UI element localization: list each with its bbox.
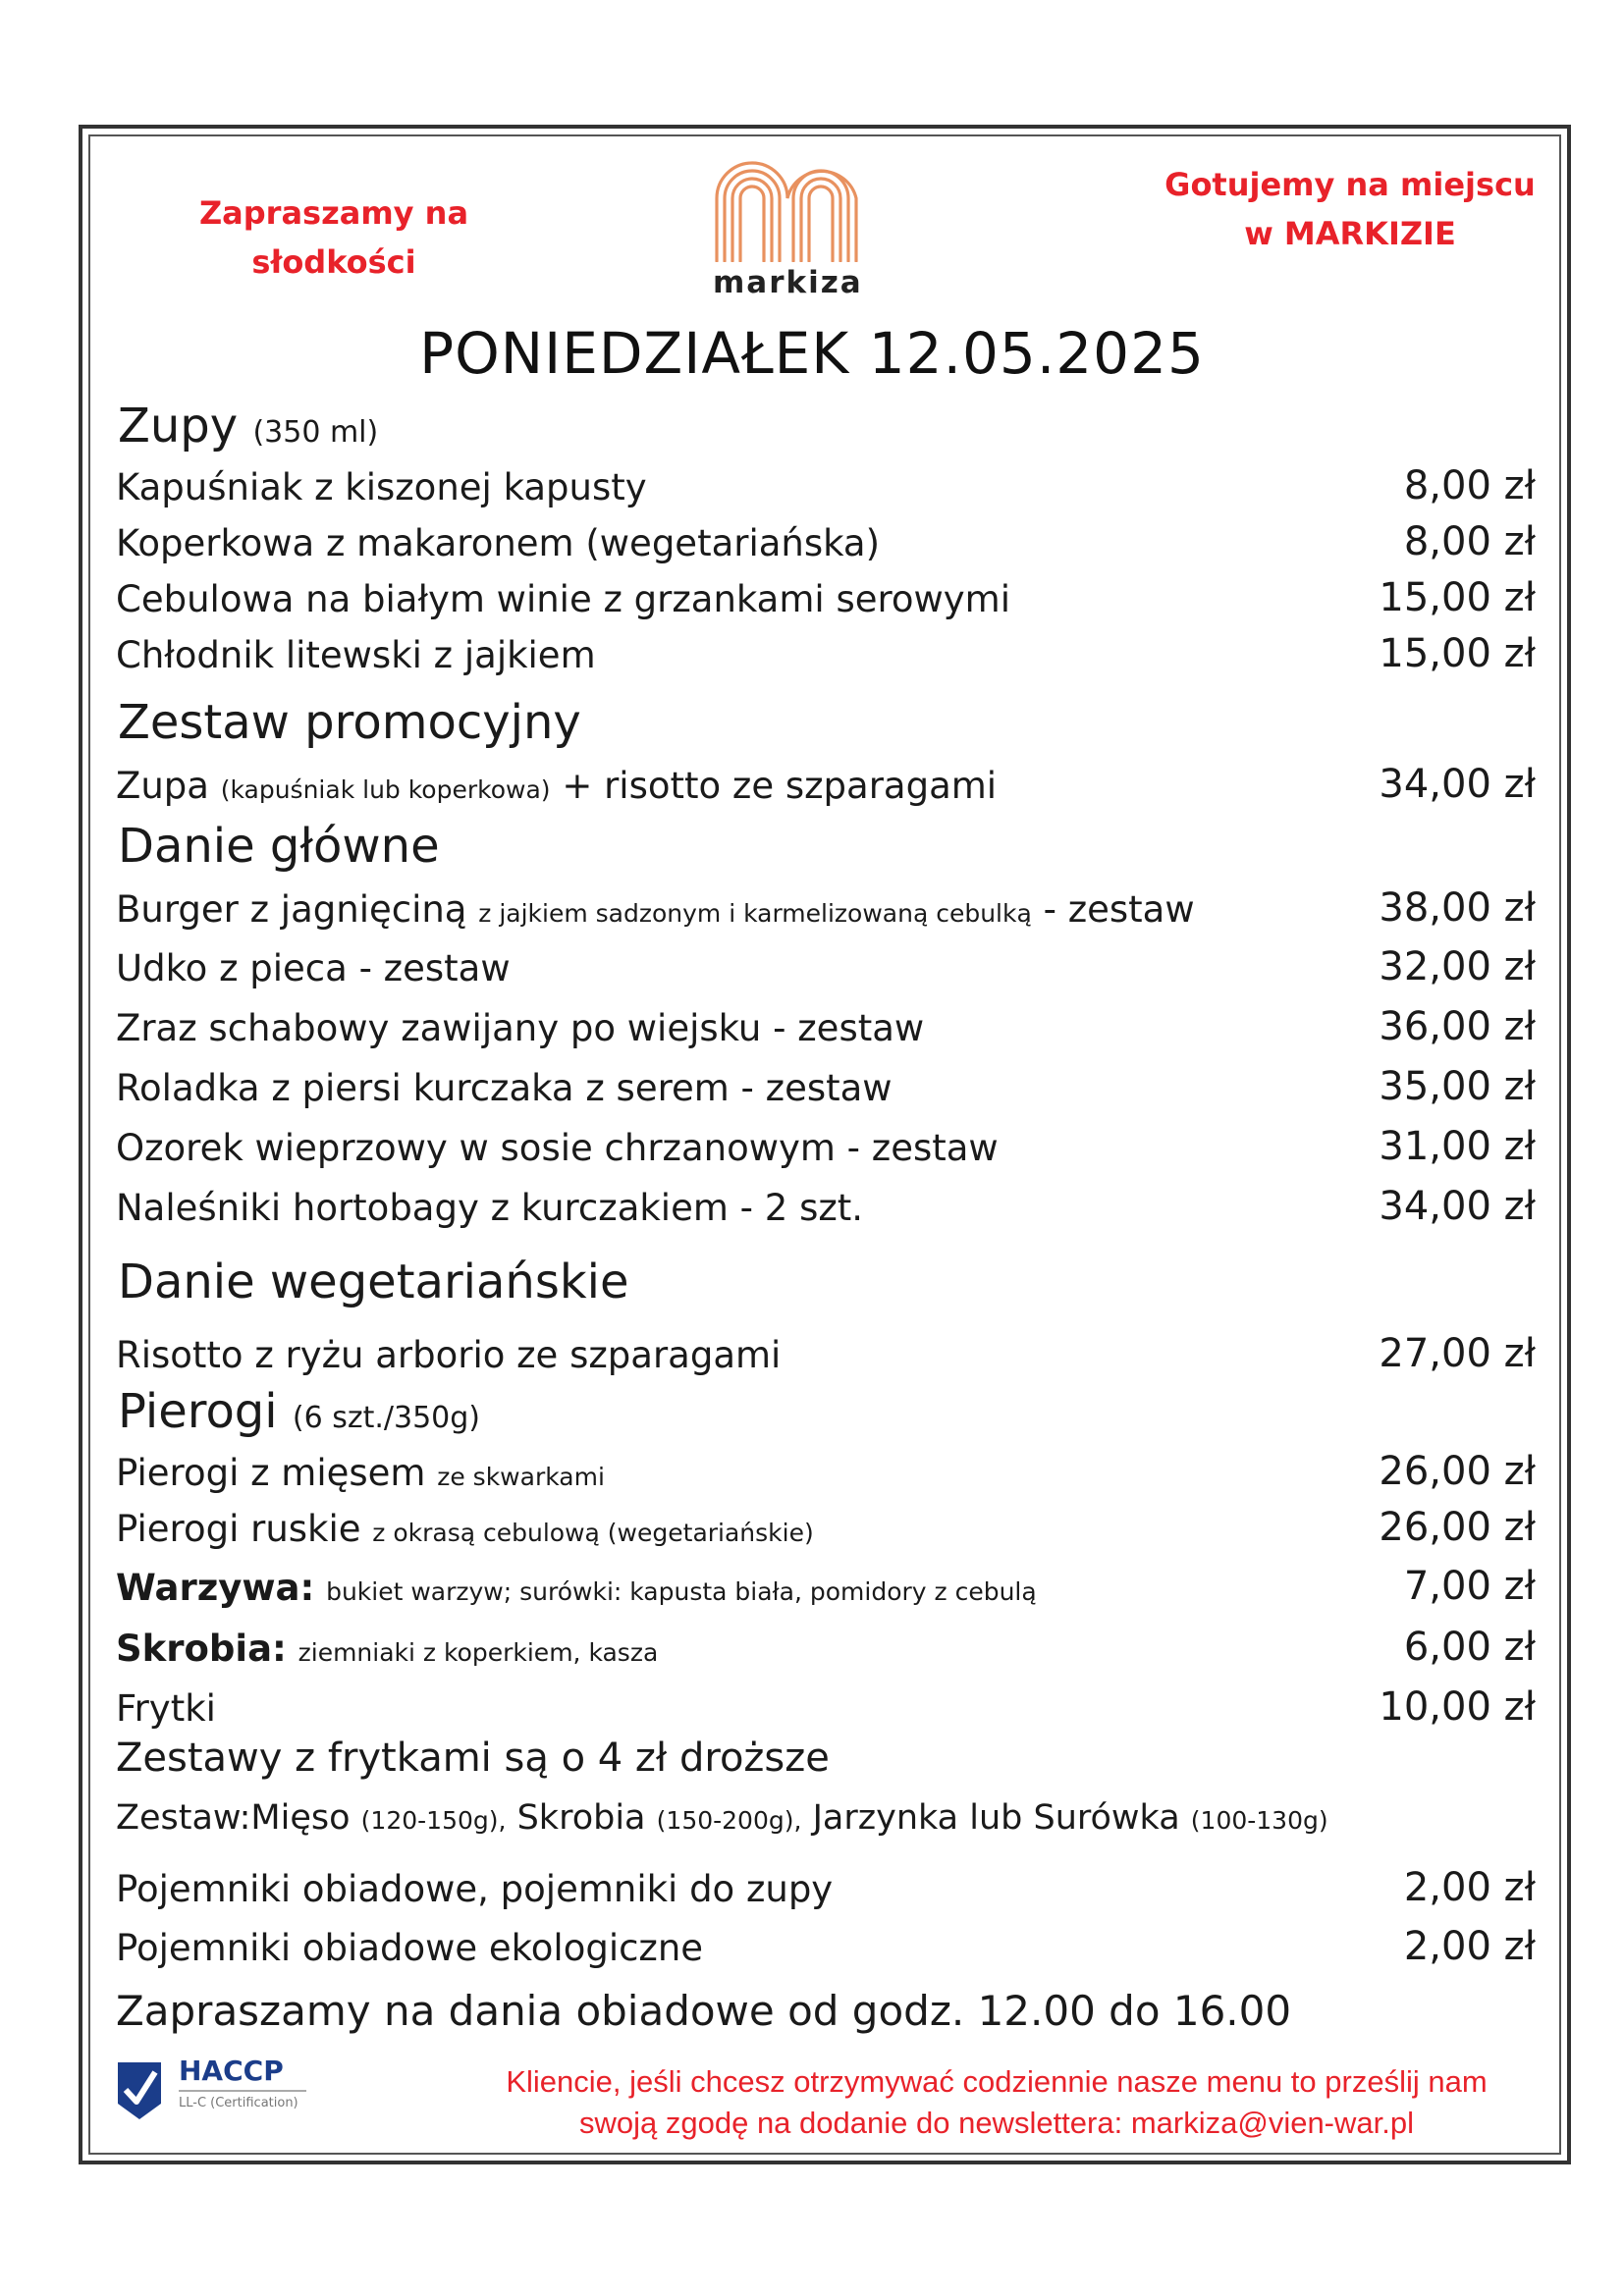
fries-item: Frytki 10,00 zł — [116, 1684, 1536, 1730]
haccp-check-icon — [116, 2056, 163, 2121]
hours-note: Zapraszamy na dania obiadowe od godz. 12.00 do 16.00 — [116, 1987, 1292, 2035]
day-title: PONIEDZIAŁEK 12.05.2025 — [419, 320, 1205, 387]
soup-item: Koperkowa z makaronem (wegetariańska) 8,00 zł — [116, 519, 1536, 564]
main-item: Ozorek wieprzowy w sosie chrzanowym - zestaw 31,00 zł — [116, 1124, 1536, 1169]
container-item: Pojemniki obiadowe ekologiczne 2,00 zł — [116, 1924, 1536, 1969]
sweets-note: Zapraszamy na słodkości — [198, 194, 469, 281]
main-item: Udko z pieca - zestaw 32,00 zł — [116, 944, 1536, 989]
container-item: Pojemniki obiadowe, pojemniki do zupy 2,00 zł — [116, 1865, 1536, 1910]
pierogi-item: Pierogi z mięsem ze skwarkami 26,00 zł — [116, 1449, 1536, 1494]
cooking-note: Gotujemy na miejscu w MARKIZIE — [1164, 166, 1536, 252]
pierogi-item: Pierogi ruskie z okrasą cebulową (wegetariańskie) 26,00 zł — [116, 1505, 1536, 1550]
main-item: Naleśniki hortobagy z kurczakiem - 2 szt. 34,00 zł — [116, 1184, 1536, 1229]
promo-heading: Zestaw promocyjny — [118, 695, 581, 750]
main-item: Roladka z piersi kurczaka z serem - zestaw 35,00 zł — [116, 1064, 1536, 1109]
main-item-burger: Burger z jagnięciną z jajkiem sadzonym i karmelizowaną cebulką - zestaw 38,00 zł — [116, 885, 1536, 931]
promo-item: Zupa (kapuśniak lub koperkowa) + risotto ze szparagami 34,00 zł — [116, 762, 1536, 807]
vegetarian-item: Risotto z ryżu arborio ze szparagami 27,00 zł — [116, 1331, 1536, 1376]
pierogi-heading: Pierogi (6 szt./350g) — [118, 1384, 480, 1439]
fries-note: Zestawy z frytkami są o 4 zł droższe — [116, 1735, 830, 1781]
logo-mark-icon — [713, 159, 860, 262]
markiza-logo — [713, 159, 863, 304]
vegetables-item: Warzywa: bukiet warzyw; surówki: kapusta biała, pomidory z cebulą 7,00 zł — [116, 1564, 1536, 1609]
starch-item: Skrobia: ziemniaki z koperkiem, kasza 6,00 zł — [116, 1625, 1536, 1670]
soups-heading: Zupy (350 ml) — [118, 399, 379, 454]
soup-item: Cebulowa na białym winie z grzankami serowymi 15,00 zł — [116, 575, 1536, 620]
logo-text: markiza — [713, 265, 863, 300]
newsletter-note: Kliencie, jeśli chcesz otrzymywać codziennie nasze menu to prześlij nam swoją zgodę na dodanie do newslettera: markiza@vien-war.pl — [506, 2064, 1488, 2140]
soup-item: Chłodnik litewski z jajkiem 15,00 zł — [116, 631, 1536, 676]
set-composition: Zestaw:Mięso (120-150g), Skrobia (150-200g), Jarzynka lub Surówka (100-130g) — [116, 1798, 1328, 1838]
mains-heading: Danie główne — [118, 819, 440, 874]
vegetarian-heading: Danie wegetariańskie — [118, 1255, 629, 1309]
soup-item: Kapuśniak z kiszonej kapusty 8,00 zł — [116, 463, 1536, 508]
main-item: Zraz schabowy zawijany po wiejsku - zestaw 36,00 zł — [116, 1004, 1536, 1049]
haccp-badge: HACCP LL-C (Certification) — [116, 2056, 312, 2125]
